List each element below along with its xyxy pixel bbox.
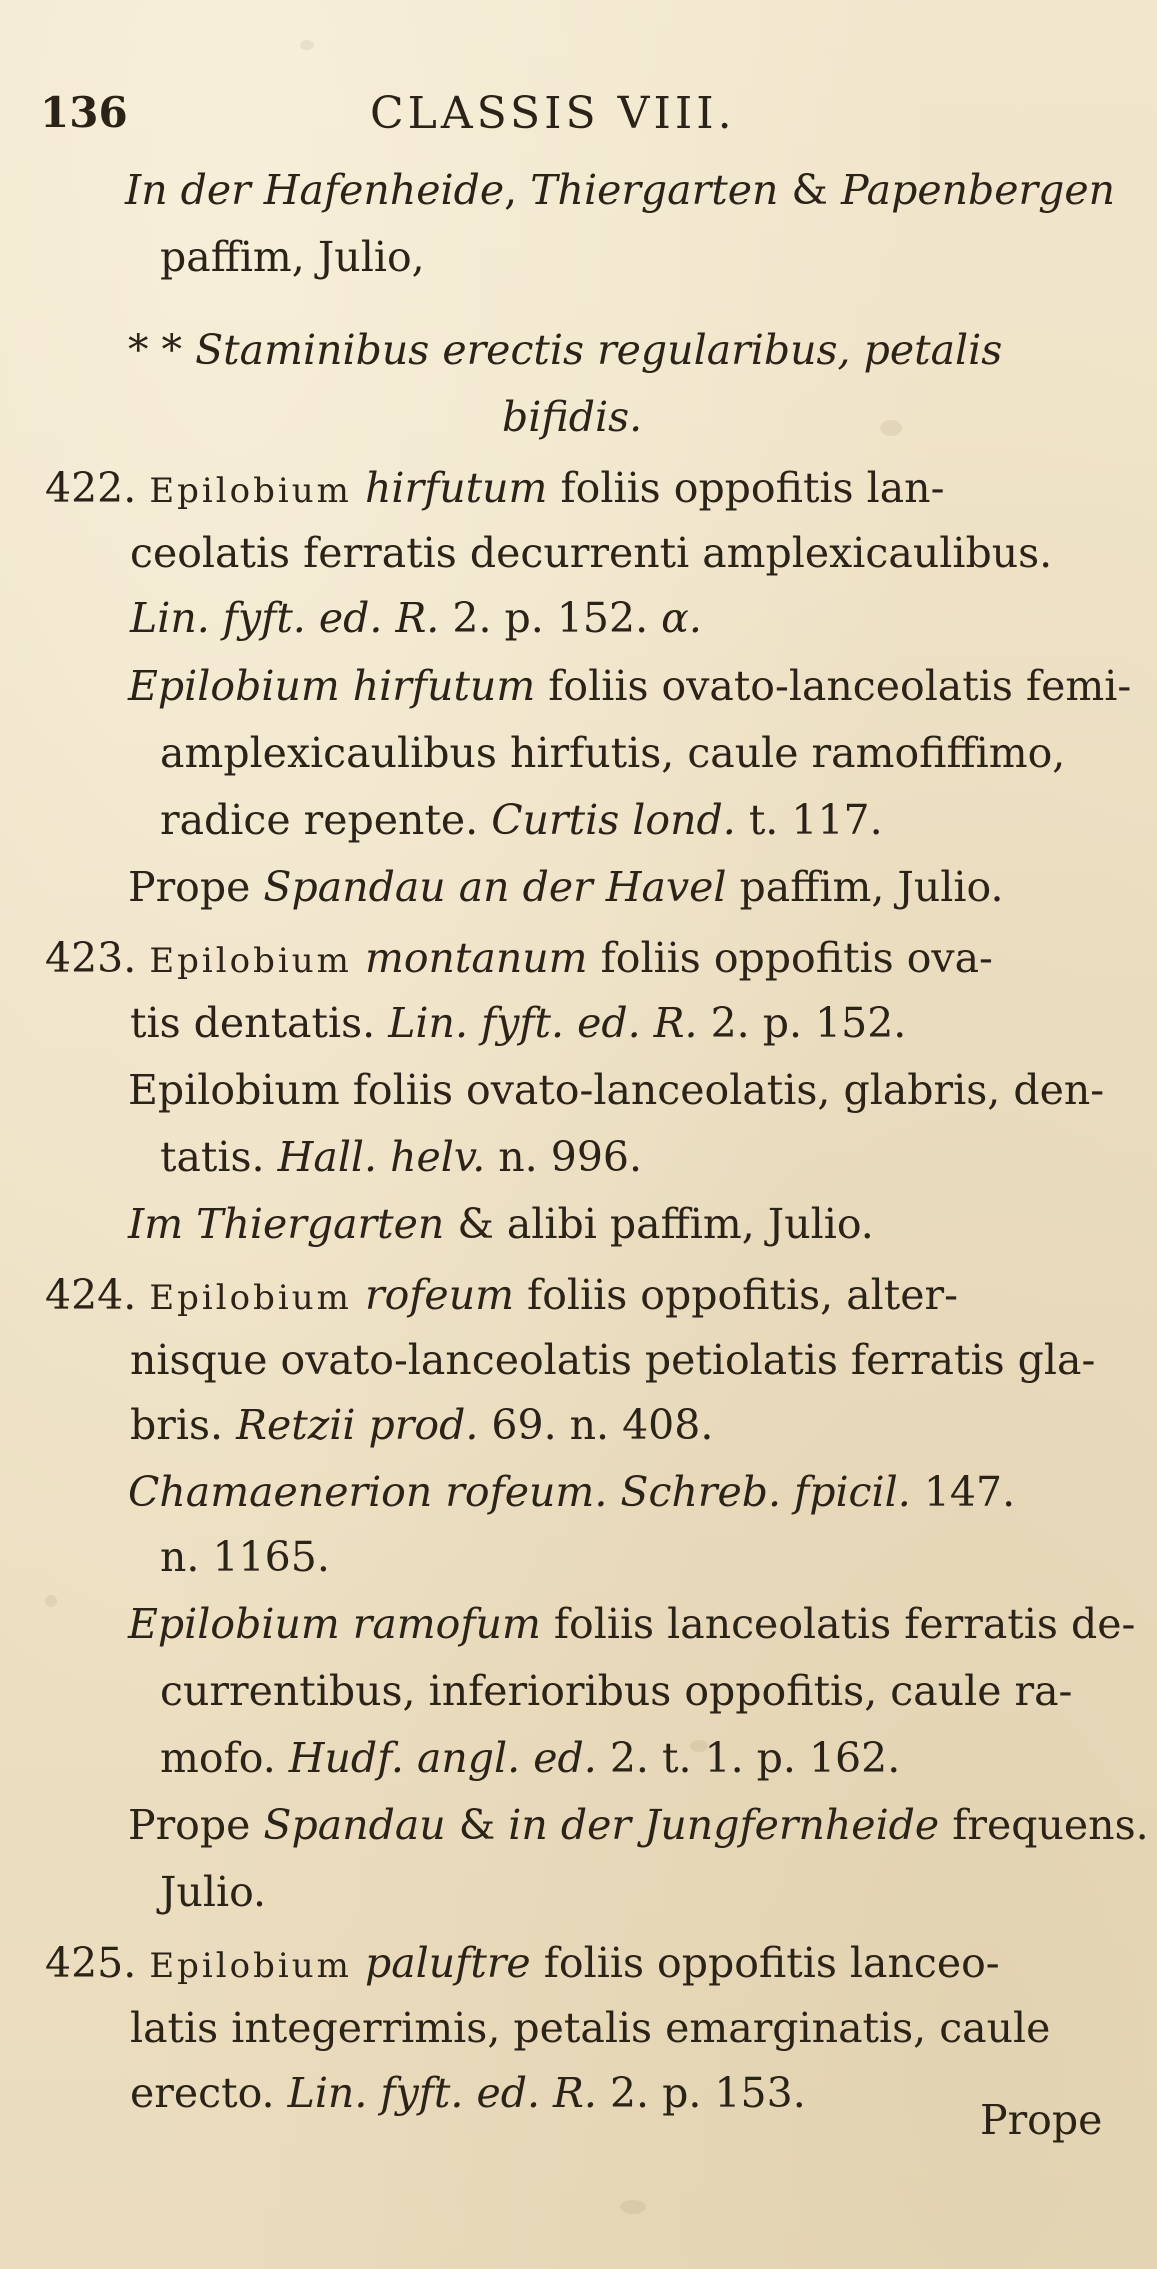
description: foliis oppofitis lanceo- [543,1939,1000,1987]
line-text: ceolatis ferratis decurrenti amplexicaulibus. [130,529,1053,577]
citation-source: Lin. fyft. ed. R. [287,2069,597,2117]
foxing-spot [300,40,314,50]
page-header [40,88,1120,148]
heading-text: Staminibus erectis regularibus, petalis [195,326,1003,374]
description: foliis oppofitis lan- [560,464,945,512]
line-text: foliis ovato-lanceolatis femi- [535,662,1132,710]
variety-mark: α. [661,594,702,642]
citation-source: Lin. fyft. ed. R. [130,594,440,642]
line-text: nisque ovato-lanceolatis petiolatis ferratis gla- [130,1336,1096,1384]
line-text: radice repente. [160,796,492,844]
text-line [160,1666,1072,1716]
locality: Thiergarten [530,166,779,214]
genus-name: Epilobium [149,941,352,981]
text-line [160,232,425,282]
species-epithet: paluftre [364,1939,531,1987]
species-entry-423 [45,933,993,986]
citation-ref: 147. [910,1468,1016,1516]
section-heading [128,325,1002,375]
citation-source: Curtis lond. [491,796,736,844]
citation-source: Retzii prod. [236,1401,479,1449]
genus-name: Epilobium [149,471,352,511]
foxing-spot [45,1595,57,1607]
page-number: 136 [40,88,128,137]
synonym-name: Epilobium hirfutum [128,662,536,710]
line-text: paffim, Julio, [160,233,425,281]
description: foliis oppofitis ova- [600,934,993,982]
heading-text: bifidis. [502,393,643,441]
locality: In der Hafenheide [125,166,505,214]
locality: Papenbergen [840,166,1116,214]
citation-ref: n. 1165. [160,1533,330,1581]
entry-number: 422. [45,464,137,512]
synonym [128,661,1131,711]
species-entry-425 [45,1938,1000,1991]
line-text: tis dentatis. [130,999,389,1047]
citation [130,2068,806,2118]
citation [130,593,702,643]
line-text: amplexicaulibus hirfutis, caule ramofiffimo, [160,729,1066,777]
citation-ref: n. 996. [485,1133,643,1181]
synonym [128,1467,1015,1517]
entry-number: 425. [45,1939,137,1987]
citation-source: Schreb. fpicil. [607,1468,911,1516]
foxing-spot [620,2200,646,2214]
species-epithet: rofeum [364,1271,514,1319]
conjunction: & [445,1801,509,1849]
citation [160,1733,900,1783]
punct: , [504,166,531,214]
locality: Im Thiergarten [128,1200,445,1248]
entry-number: 423. [45,934,137,982]
citation [160,795,883,845]
citation-source: Hudf. angl. ed. [288,1734,597,1782]
text-line [130,1335,1095,1385]
entry-number: 424. [45,1271,137,1319]
line-text: Epilobium foliis ovato-lanceolatis, glabris, den- [128,1066,1105,1114]
line-text: Prope [128,863,264,911]
description: foliis oppofitis, alter- [527,1271,958,1319]
locality-line [128,1800,1149,1850]
locality-line [128,862,1003,912]
text-line [160,728,1065,778]
citation [130,998,906,1048]
locality: Spandau [263,1801,446,1849]
species-epithet: hirfutum [364,464,548,512]
line-text: currentibus, inferioribus oppofitis, caule ra- [160,1667,1073,1715]
synonym-name: Epilobium ramofum [128,1600,541,1648]
locality: Spandau an der Havel [263,863,727,911]
line-text: mofo. [160,1734,289,1782]
citation [130,1400,713,1450]
text-line [125,165,1115,215]
citation-ref: t. 117. [735,796,883,844]
line-text: Julio. [160,1868,267,1916]
text-line [130,2003,1050,2053]
line-text: & alibi paffim, Julio. [444,1200,874,1248]
catchword: Prope [980,2096,1103,2144]
line-text: foliis lanceolatis ferratis de- [540,1600,1136,1648]
species-entry-422 [45,463,944,516]
text-line [160,1867,266,1917]
genus-name: Epilobium [149,1278,352,1318]
line-text: Prope [128,1801,264,1849]
locality-line [128,1199,874,1249]
genus-name: Epilobium [149,1946,352,1986]
line-text: latis integerrimis, petalis emarginatis, caule [130,2004,1051,2052]
locality: in der Jungfernheide [508,1801,940,1849]
citation-source: Hall. helv. [277,1133,486,1181]
section-heading [502,392,642,442]
citation-ref: 69. n. 408. [478,1401,714,1449]
citation-ref: 2. t. 1. p. 162. [596,1734,901,1782]
citation [160,1132,642,1182]
line-text: frequens. [939,1801,1149,1849]
citation-ref: 2. p. 152. [697,999,907,1047]
line-text: erecto. [130,2069,288,2117]
line-text: tatis. [160,1133,278,1181]
citation-ref: 2. p. 153. [596,2069,806,2117]
foxing-spot [880,420,902,436]
synonym [128,1599,1135,1649]
conjunction: & [778,166,841,214]
synonym [128,1065,1104,1115]
text-line [160,1532,330,1582]
running-head: CLASSIS VIII. [370,88,736,139]
citation-ref: 2. p. 152. [439,594,662,642]
species-epithet: montanum [364,934,588,982]
synonym-name: Chamaenerion rofeum. [128,1468,608,1516]
line-text: bris. [130,1401,237,1449]
text-line [130,528,1052,578]
citation-source: Lin. fyft. ed. R. [388,999,698,1047]
asterisks: * * [128,326,196,374]
line-text: paffim, Julio. [726,863,1004,911]
species-entry-424 [45,1270,958,1323]
